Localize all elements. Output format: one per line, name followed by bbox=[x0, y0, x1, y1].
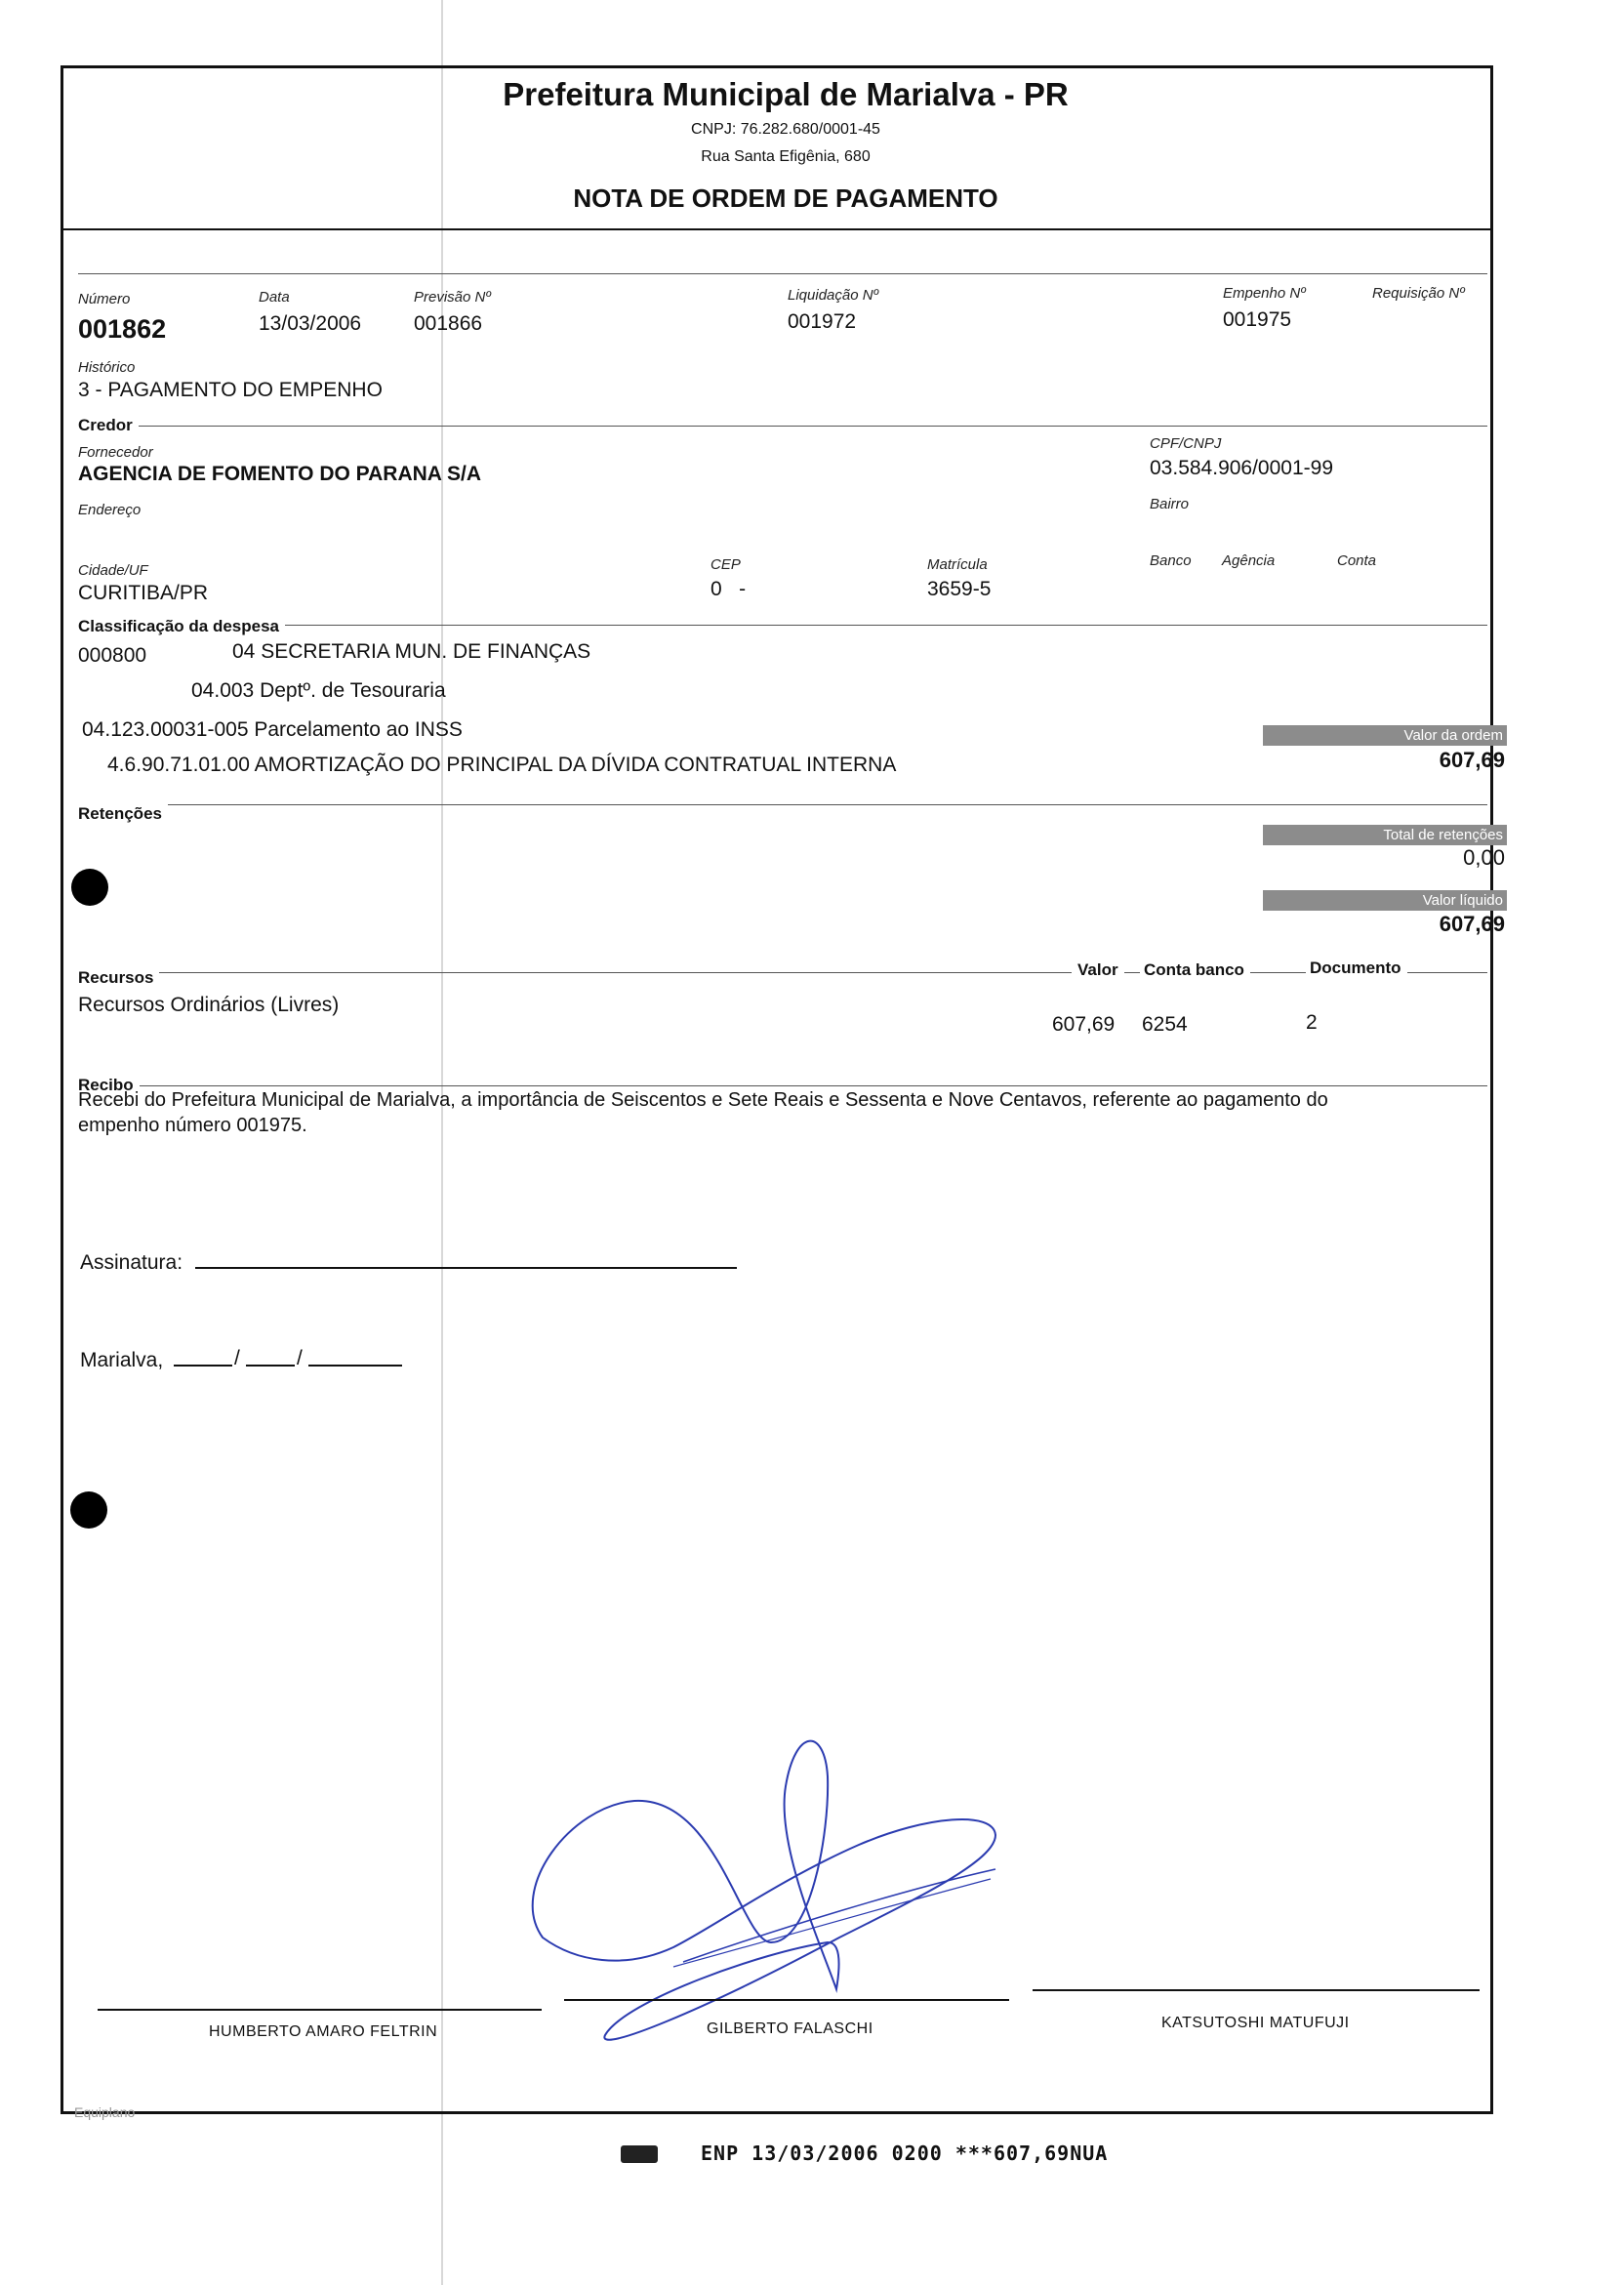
signature-line-2 bbox=[564, 1999, 1009, 2001]
previsao-value: 001866 bbox=[414, 312, 483, 335]
matricula-value: 3659-5 bbox=[927, 578, 992, 600]
valor-ordem-label: Valor da ordem bbox=[1263, 725, 1507, 746]
bairro-label: Bairro bbox=[1150, 496, 1190, 512]
recursos-fonte: Recursos Ordinários (Livres) bbox=[78, 994, 340, 1016]
historico-value: 3 - PAGAMENTO DO EMPENHO bbox=[78, 379, 383, 401]
classificacao-elemento: 4.6.90.71.01.00 AMORTIZAÇÃO DO PRINCIPAL DA DÍVIDA CONTRATUAL INTERNA bbox=[107, 754, 897, 776]
software-mark: Equiplano bbox=[74, 2104, 136, 2120]
date-separator: / bbox=[234, 1347, 240, 1369]
retencoes-heading: Retenções bbox=[78, 804, 168, 824]
matricula-label: Matrícula bbox=[927, 556, 988, 573]
valor-liquido-label: Valor líquido bbox=[1263, 890, 1507, 911]
recibo-text-line2: empenho número 001975. bbox=[78, 1115, 307, 1136]
empenho-value: 001975 bbox=[1223, 308, 1292, 331]
endereco-label: Endereço bbox=[78, 502, 142, 518]
numero-label: Número bbox=[78, 291, 131, 307]
issuer-address: Rua Santa Efigênia, 680 bbox=[701, 148, 871, 165]
assinatura-label: Assinatura: bbox=[80, 1251, 183, 1274]
cep-value: 0 - bbox=[710, 578, 747, 600]
recibo-text-line1: Recebi do Prefeitura Municipal de Marialva, a importância de Seiscentos e Sete Reais e Sessenta e Nove Centavos, referente ao pagamento do bbox=[78, 1089, 1328, 1111]
signature-line-3 bbox=[1033, 1989, 1480, 1991]
classificacao-heading: Classificação da despesa bbox=[78, 617, 285, 636]
document-title: NOTA DE ORDEM DE PAGAMENTO bbox=[573, 184, 998, 213]
cidade-label: Cidade/UF bbox=[78, 562, 148, 579]
cep-label: CEP bbox=[710, 556, 741, 573]
fornecedor-label: Fornecedor bbox=[78, 444, 153, 461]
bank-stamp-logo bbox=[621, 2145, 658, 2163]
local-data-label: Marialva, bbox=[80, 1349, 164, 1371]
valor-ordem-value: 607,69 bbox=[1439, 748, 1505, 772]
valor-liquido-value: 607,69 bbox=[1439, 912, 1505, 936]
bank-authentication-stamp: ENP 13/03/2006 0200 ***607,69NUA bbox=[701, 2142, 1109, 2165]
data-value: 13/03/2006 bbox=[259, 312, 362, 335]
signatory-name-2: GILBERTO FALASCHI bbox=[707, 2020, 873, 2037]
conta-label: Conta bbox=[1337, 552, 1377, 569]
agencia-label: Agência bbox=[1222, 552, 1276, 569]
recursos-valor: 607,69 bbox=[1052, 1013, 1116, 1036]
date-separator: / bbox=[297, 1347, 303, 1369]
issuer-title: Prefeitura Municipal de Marialva - PR bbox=[503, 76, 1069, 112]
total-retencoes-value: 0,00 bbox=[1463, 845, 1505, 870]
issuer-cnpj: CNPJ: 76.282.680/0001-45 bbox=[691, 121, 880, 138]
signature-line-1 bbox=[98, 2009, 542, 2011]
recursos-heading: Recursos bbox=[78, 968, 159, 988]
previsao-label: Previsão Nº bbox=[414, 289, 491, 306]
classificacao-orgao: 04 SECRETARIA MUN. DE FINANÇAS bbox=[232, 640, 591, 663]
classificacao-code: 000800 bbox=[78, 644, 147, 667]
fornecedor-value: AGENCIA DE FOMENTO DO PARANA S/A bbox=[78, 463, 482, 485]
recibo-heading: Recibo bbox=[78, 1076, 140, 1095]
recursos-conta-banco: 6254 bbox=[1142, 1013, 1188, 1036]
liquidacao-label: Liquidação Nº bbox=[788, 287, 879, 304]
historico-label: Histórico bbox=[78, 359, 136, 376]
total-retencoes-label: Total de retenções bbox=[1263, 825, 1507, 845]
cpf-cnpj-value: 03.584.906/0001-99 bbox=[1150, 457, 1334, 479]
cidade-value: CURITIBA/PR bbox=[78, 582, 209, 604]
recursos-valor-heading: Valor bbox=[1072, 960, 1124, 980]
banco-label: Banco bbox=[1150, 552, 1192, 569]
recursos-documento: 2 bbox=[1306, 1011, 1318, 1034]
credor-heading: Credor bbox=[78, 416, 139, 435]
data-label: Data bbox=[259, 289, 290, 306]
cpf-cnpj-label: CPF/CNPJ bbox=[1150, 435, 1222, 452]
classificacao-programa: 04.123.00031-005 Parcelamento ao INSS bbox=[82, 718, 463, 741]
recursos-conta-banco-heading: Conta banco bbox=[1140, 960, 1250, 980]
requisicao-label: Requisição Nº bbox=[1372, 285, 1465, 302]
signatory-name-3: KATSUTOSHI MATUFUJI bbox=[1161, 2015, 1350, 2031]
numero-value: 001862 bbox=[78, 314, 167, 344]
recursos-documento-heading: Documento bbox=[1306, 959, 1407, 978]
liquidacao-value: 001972 bbox=[788, 310, 857, 333]
empenho-label: Empenho Nº bbox=[1223, 285, 1306, 302]
signatory-name-1: HUMBERTO AMARO FELTRIN bbox=[209, 2023, 438, 2040]
classificacao-unidade: 04.003 Deptº. de Tesouraria bbox=[191, 679, 446, 702]
